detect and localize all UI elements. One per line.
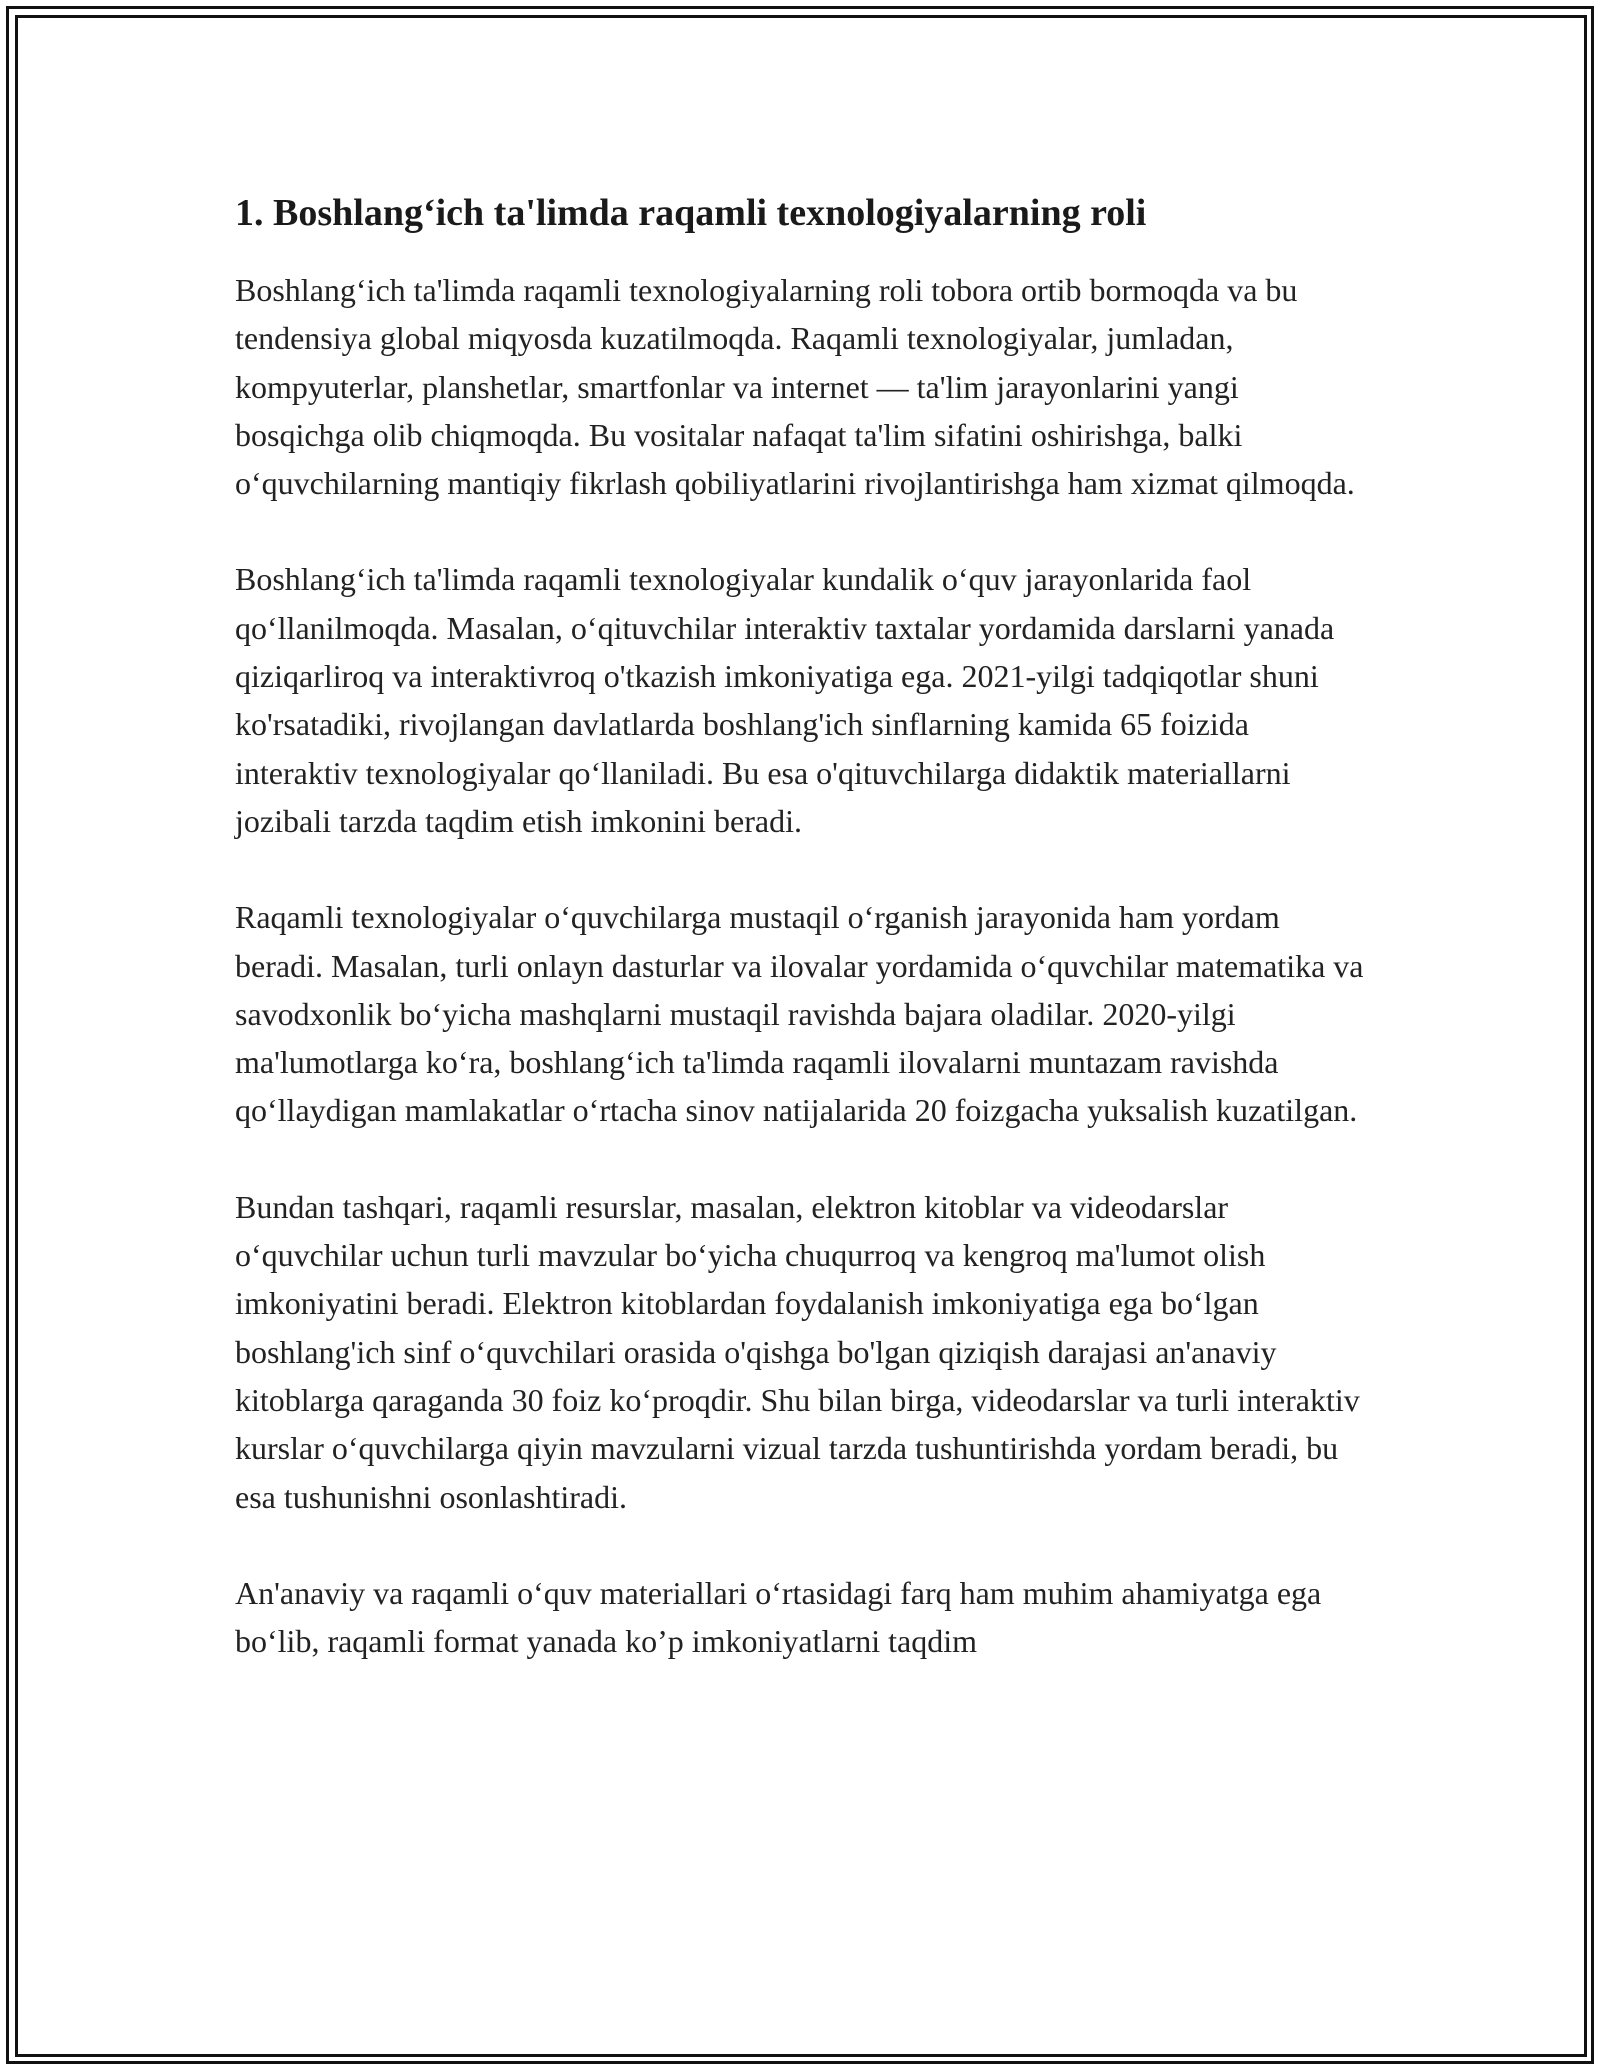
section-heading: 1. Boshlang‘ich ta'limda raqamli texnologiyalarning roli [235, 192, 1147, 234]
paragraph-2: Boshlang‘ich ta'limda raqamli texnologiyalar kundalik o‘quv jarayonlarida faol qo‘llanilmoqda. Masalan, o‘qituvchilar interaktiv taxtalar yordamida darslarni yanada qiziqarliroq va interaktivroq o'tkazish imkoniyatiga ega. 2021-yilgi tadqiqotlar shuni ko'rsatadiki, rivojlangan davlatlarda boshlang'ich sinflarning kamida 65 foizida interaktiv texnologiyalar qo‘llaniladi. Bu esa o'qituvchilarga didaktik materiallarni jozibali tarzda taqdim etish imkonini beradi. [235, 561, 1335, 839]
document-body [235, 185, 1370, 1713]
paragraph-1: Boshlang‘ich ta'limda raqamli texnologiyalarning roli tobora ortib bormoqda va bu tendensiya global miqyosda kuzatilmoqda. Raqamli texnologiyalar, jumladan, kompyuterlar, planshetlar, smartfonlar va internet — ta'lim jarayonlarini yangi bosqichga olib chiqmoqda. Bu vositalar nafaqat ta'lim sifatini oshirishga, balki o‘quvchilarning mantiqiy fikrlash qobiliyatlarini rivojlantirishga ham xizmat qilmoqda. [235, 272, 1355, 502]
paragraph-5: An'anaviy va raqamli o‘quv materiallari o‘rtasidagi farq ham muhim ahamiyatga ega bo‘lib, raqamli format yanada ko’p imkoniyatlarni taqdim [235, 1574, 1322, 1660]
paragraph-3: Raqamli texnologiyalar o‘quvchilarga mustaqil o‘rganish jarayonida ham yordam beradi. Masalan, turli onlayn dasturlar va ilovalar yordamida o‘quvchilar matematika va savodxonlik bo‘yicha mashqlarni mustaqil ravishda bajara oladilar. 2020-yilgi ma'lumotlarga ko‘ra, boshlang‘ich ta'limda raqamli ilovalarni muntazam ravishda qo‘llaydigan mamlakatlar o‘rtacha sinov natijalarida 20 foizgacha yuksalish kuzatilgan. [235, 899, 1364, 1129]
paragraph-4: Bundan tashqari, raqamli resurslar, masalan, elektron kitoblar va videodarslar o‘quvchilar uchun turli mavzular bo‘yicha chuqurroq va kengroq ma'lumot olish imkoniyatini beradi. Elektron kitoblardan foydalanish imkoniyatiga ega bo‘lgan boshlang'ich sinf o‘quvchilari orasida o'qishga bo'lgan qiziqish darajasi an'anaviy kitoblarga qaraganda 30 foiz ko‘proqdir. Shu bilan birga, videodarslar va turli interaktiv kurslar o‘quvchilarga qiyin mavzularni vizual tarzda tushuntirishda yordam beradi, bu esa tushunishni osonlashtiradi. [235, 1188, 1360, 1515]
